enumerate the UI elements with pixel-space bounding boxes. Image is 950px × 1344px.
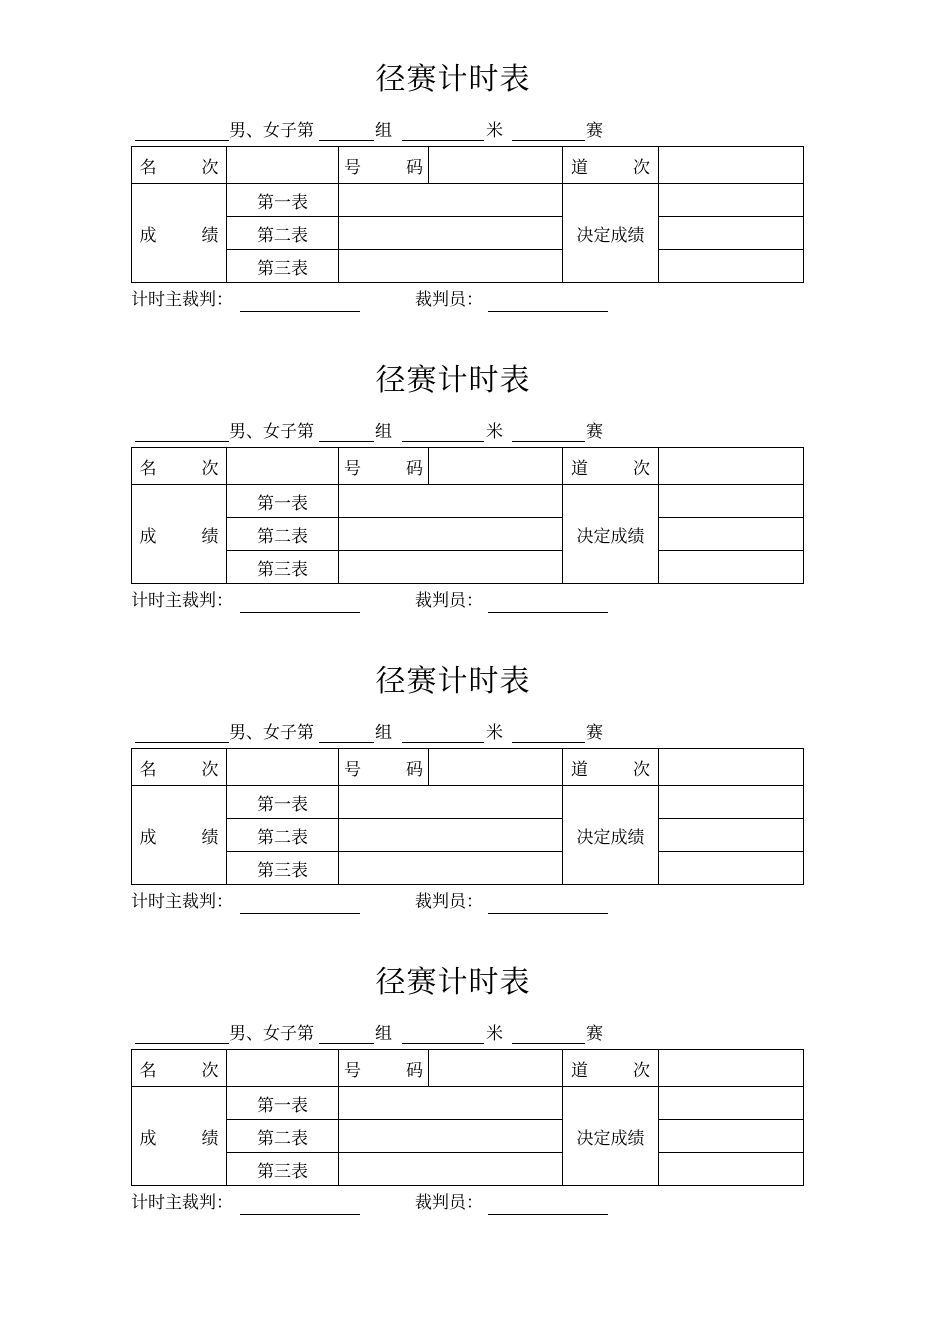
final-result-cell-3[interactable] bbox=[659, 250, 804, 283]
final-result-label-cell: 决定成绩 bbox=[563, 1087, 659, 1186]
timing-table bbox=[131, 1049, 804, 1186]
watch2-value-cell[interactable] bbox=[339, 217, 563, 250]
judge-label: 裁判员： bbox=[415, 1193, 483, 1213]
signature-line bbox=[0, 1191, 950, 1217]
watch1-label-cell: 第一表 bbox=[227, 786, 339, 819]
lane-label-cell: 道 次 bbox=[563, 749, 659, 786]
blank-event-name[interactable] bbox=[135, 441, 229, 442]
blank-group-number[interactable] bbox=[319, 441, 374, 442]
chief-timer-label: 计时主裁判： bbox=[131, 892, 233, 912]
watch3-label-cell: 第三表 bbox=[227, 1153, 339, 1186]
gender-group-label: 男、女子第 bbox=[229, 121, 314, 141]
result-label-cell: 成 绩 bbox=[132, 184, 227, 283]
meter-label: 米 bbox=[486, 723, 503, 743]
watch3-value-cell[interactable] bbox=[339, 852, 563, 885]
rank-value-cell[interactable] bbox=[227, 448, 339, 485]
rank-label-cell: 名 次 bbox=[132, 749, 227, 786]
watch2-value-cell[interactable] bbox=[339, 1120, 563, 1153]
lane-value-cell[interactable] bbox=[659, 448, 804, 485]
blank-race-type[interactable] bbox=[512, 1043, 585, 1044]
watch2-label-cell: 第二表 bbox=[227, 518, 339, 551]
blank-race-type[interactable] bbox=[512, 441, 585, 442]
race-label: 赛 bbox=[586, 1024, 603, 1044]
final-result-cell-1[interactable] bbox=[659, 786, 804, 819]
final-result-label-cell: 决定成绩 bbox=[563, 184, 659, 283]
watch1-label-cell: 第一表 bbox=[227, 1087, 339, 1120]
rank-label-cell: 名 次 bbox=[132, 147, 227, 184]
chief-timer-signature-blank[interactable] bbox=[240, 1214, 360, 1215]
final-result-cell-2[interactable] bbox=[659, 1120, 804, 1153]
result-label-cell: 成 绩 bbox=[132, 1087, 227, 1186]
watch2-label-cell: 第二表 bbox=[227, 217, 339, 250]
final-result-cell-3[interactable] bbox=[659, 852, 804, 885]
watch1-label-cell: 第一表 bbox=[227, 485, 339, 518]
watch2-label-cell: 第二表 bbox=[227, 819, 339, 852]
watch3-label-cell: 第三表 bbox=[227, 551, 339, 584]
judge-signature-blank[interactable] bbox=[488, 1214, 608, 1215]
meter-label: 米 bbox=[486, 1024, 503, 1044]
final-result-cell-2[interactable] bbox=[659, 819, 804, 852]
rank-value-cell[interactable] bbox=[227, 749, 339, 786]
number-value-cell[interactable] bbox=[429, 147, 563, 184]
watch3-value-cell[interactable] bbox=[339, 250, 563, 283]
sheet-title: 径赛计时表 bbox=[375, 965, 531, 1000]
meter-label: 米 bbox=[486, 422, 503, 442]
rank-label-cell: 名 次 bbox=[132, 1050, 227, 1087]
timing-sheet-2 bbox=[0, 301, 950, 611]
chief-timer-label: 计时主裁判： bbox=[131, 591, 233, 611]
blank-group-number[interactable] bbox=[319, 1043, 374, 1044]
event-info-line bbox=[0, 722, 950, 746]
watch3-label-cell: 第三表 bbox=[227, 852, 339, 885]
lane-label-cell: 道 次 bbox=[563, 1050, 659, 1087]
timing-table bbox=[131, 748, 804, 885]
blank-race-type[interactable] bbox=[512, 742, 585, 743]
timing-table bbox=[131, 146, 804, 283]
watch1-value-cell[interactable] bbox=[339, 1087, 563, 1120]
race-label: 赛 bbox=[586, 121, 603, 141]
group-label: 组 bbox=[375, 422, 392, 442]
event-info-line bbox=[0, 120, 950, 144]
final-result-cell-1[interactable] bbox=[659, 485, 804, 518]
race-label: 赛 bbox=[586, 723, 603, 743]
meter-label: 米 bbox=[486, 121, 503, 141]
blank-distance[interactable] bbox=[402, 441, 484, 442]
group-label: 组 bbox=[375, 121, 392, 141]
timing-sheet-3 bbox=[0, 602, 950, 912]
watch3-value-cell[interactable] bbox=[339, 1153, 563, 1186]
result-label-cell: 成 绩 bbox=[132, 786, 227, 885]
final-result-cell-3[interactable] bbox=[659, 1153, 804, 1186]
blank-race-type[interactable] bbox=[512, 140, 585, 141]
final-result-label-cell: 决定成绩 bbox=[563, 485, 659, 584]
group-label: 组 bbox=[375, 1024, 392, 1044]
watch2-value-cell[interactable] bbox=[339, 518, 563, 551]
blank-event-name[interactable] bbox=[135, 1043, 229, 1044]
gender-group-label: 男、女子第 bbox=[229, 1024, 314, 1044]
final-result-cell-1[interactable] bbox=[659, 1087, 804, 1120]
number-label-cell: 号 码 bbox=[339, 1050, 429, 1087]
watch1-label-cell: 第一表 bbox=[227, 184, 339, 217]
watch1-value-cell[interactable] bbox=[339, 184, 563, 217]
gender-group-label: 男、女子第 bbox=[229, 723, 314, 743]
final-result-label-cell: 决定成绩 bbox=[563, 786, 659, 885]
number-value-cell[interactable] bbox=[429, 448, 563, 485]
blank-group-number[interactable] bbox=[319, 742, 374, 743]
lane-label-cell: 道 次 bbox=[563, 448, 659, 485]
chief-timer-label: 计时主裁判： bbox=[131, 1193, 233, 1213]
final-result-cell-2[interactable] bbox=[659, 518, 804, 551]
blank-event-name[interactable] bbox=[135, 140, 229, 141]
timing-sheet-4 bbox=[0, 903, 950, 1213]
gender-group-label: 男、女子第 bbox=[229, 422, 314, 442]
watch2-value-cell[interactable] bbox=[339, 819, 563, 852]
watch1-value-cell[interactable] bbox=[339, 485, 563, 518]
blank-distance[interactable] bbox=[402, 140, 484, 141]
judge-label: 裁判员： bbox=[415, 892, 483, 912]
group-label: 组 bbox=[375, 723, 392, 743]
result-label-cell: 成 绩 bbox=[132, 485, 227, 584]
judge-label: 裁判员： bbox=[415, 591, 483, 611]
number-label-cell: 号 码 bbox=[339, 147, 429, 184]
lane-label-cell: 道 次 bbox=[563, 147, 659, 184]
final-result-cell-1[interactable] bbox=[659, 184, 804, 217]
blank-distance[interactable] bbox=[402, 742, 484, 743]
number-label-cell: 号 码 bbox=[339, 448, 429, 485]
final-result-cell-3[interactable] bbox=[659, 551, 804, 584]
sheet-title: 径赛计时表 bbox=[375, 664, 531, 699]
rank-value-cell[interactable] bbox=[227, 1050, 339, 1087]
rank-label-cell: 名 次 bbox=[132, 448, 227, 485]
rank-value-cell[interactable] bbox=[227, 147, 339, 184]
event-info-line bbox=[0, 1023, 950, 1047]
judge-label: 裁判员： bbox=[415, 290, 483, 310]
blank-group-number[interactable] bbox=[319, 140, 374, 141]
sheet-title: 径赛计时表 bbox=[375, 363, 531, 398]
timing-sheet-1 bbox=[0, 0, 950, 310]
lane-value-cell[interactable] bbox=[659, 749, 804, 786]
watch3-value-cell[interactable] bbox=[339, 551, 563, 584]
sheet-title: 径赛计时表 bbox=[375, 62, 531, 97]
watch2-label-cell: 第二表 bbox=[227, 1120, 339, 1153]
lane-value-cell[interactable] bbox=[659, 147, 804, 184]
chief-timer-label: 计时主裁判： bbox=[131, 290, 233, 310]
number-value-cell[interactable] bbox=[429, 749, 563, 786]
final-result-cell-2[interactable] bbox=[659, 217, 804, 250]
blank-event-name[interactable] bbox=[135, 742, 229, 743]
race-label: 赛 bbox=[586, 422, 603, 442]
timing-table bbox=[131, 447, 804, 584]
number-value-cell[interactable] bbox=[429, 1050, 563, 1087]
number-label-cell: 号 码 bbox=[339, 749, 429, 786]
watch1-value-cell[interactable] bbox=[339, 786, 563, 819]
blank-distance[interactable] bbox=[402, 1043, 484, 1044]
watch3-label-cell: 第三表 bbox=[227, 250, 339, 283]
event-info-line bbox=[0, 421, 950, 445]
lane-value-cell[interactable] bbox=[659, 1050, 804, 1087]
